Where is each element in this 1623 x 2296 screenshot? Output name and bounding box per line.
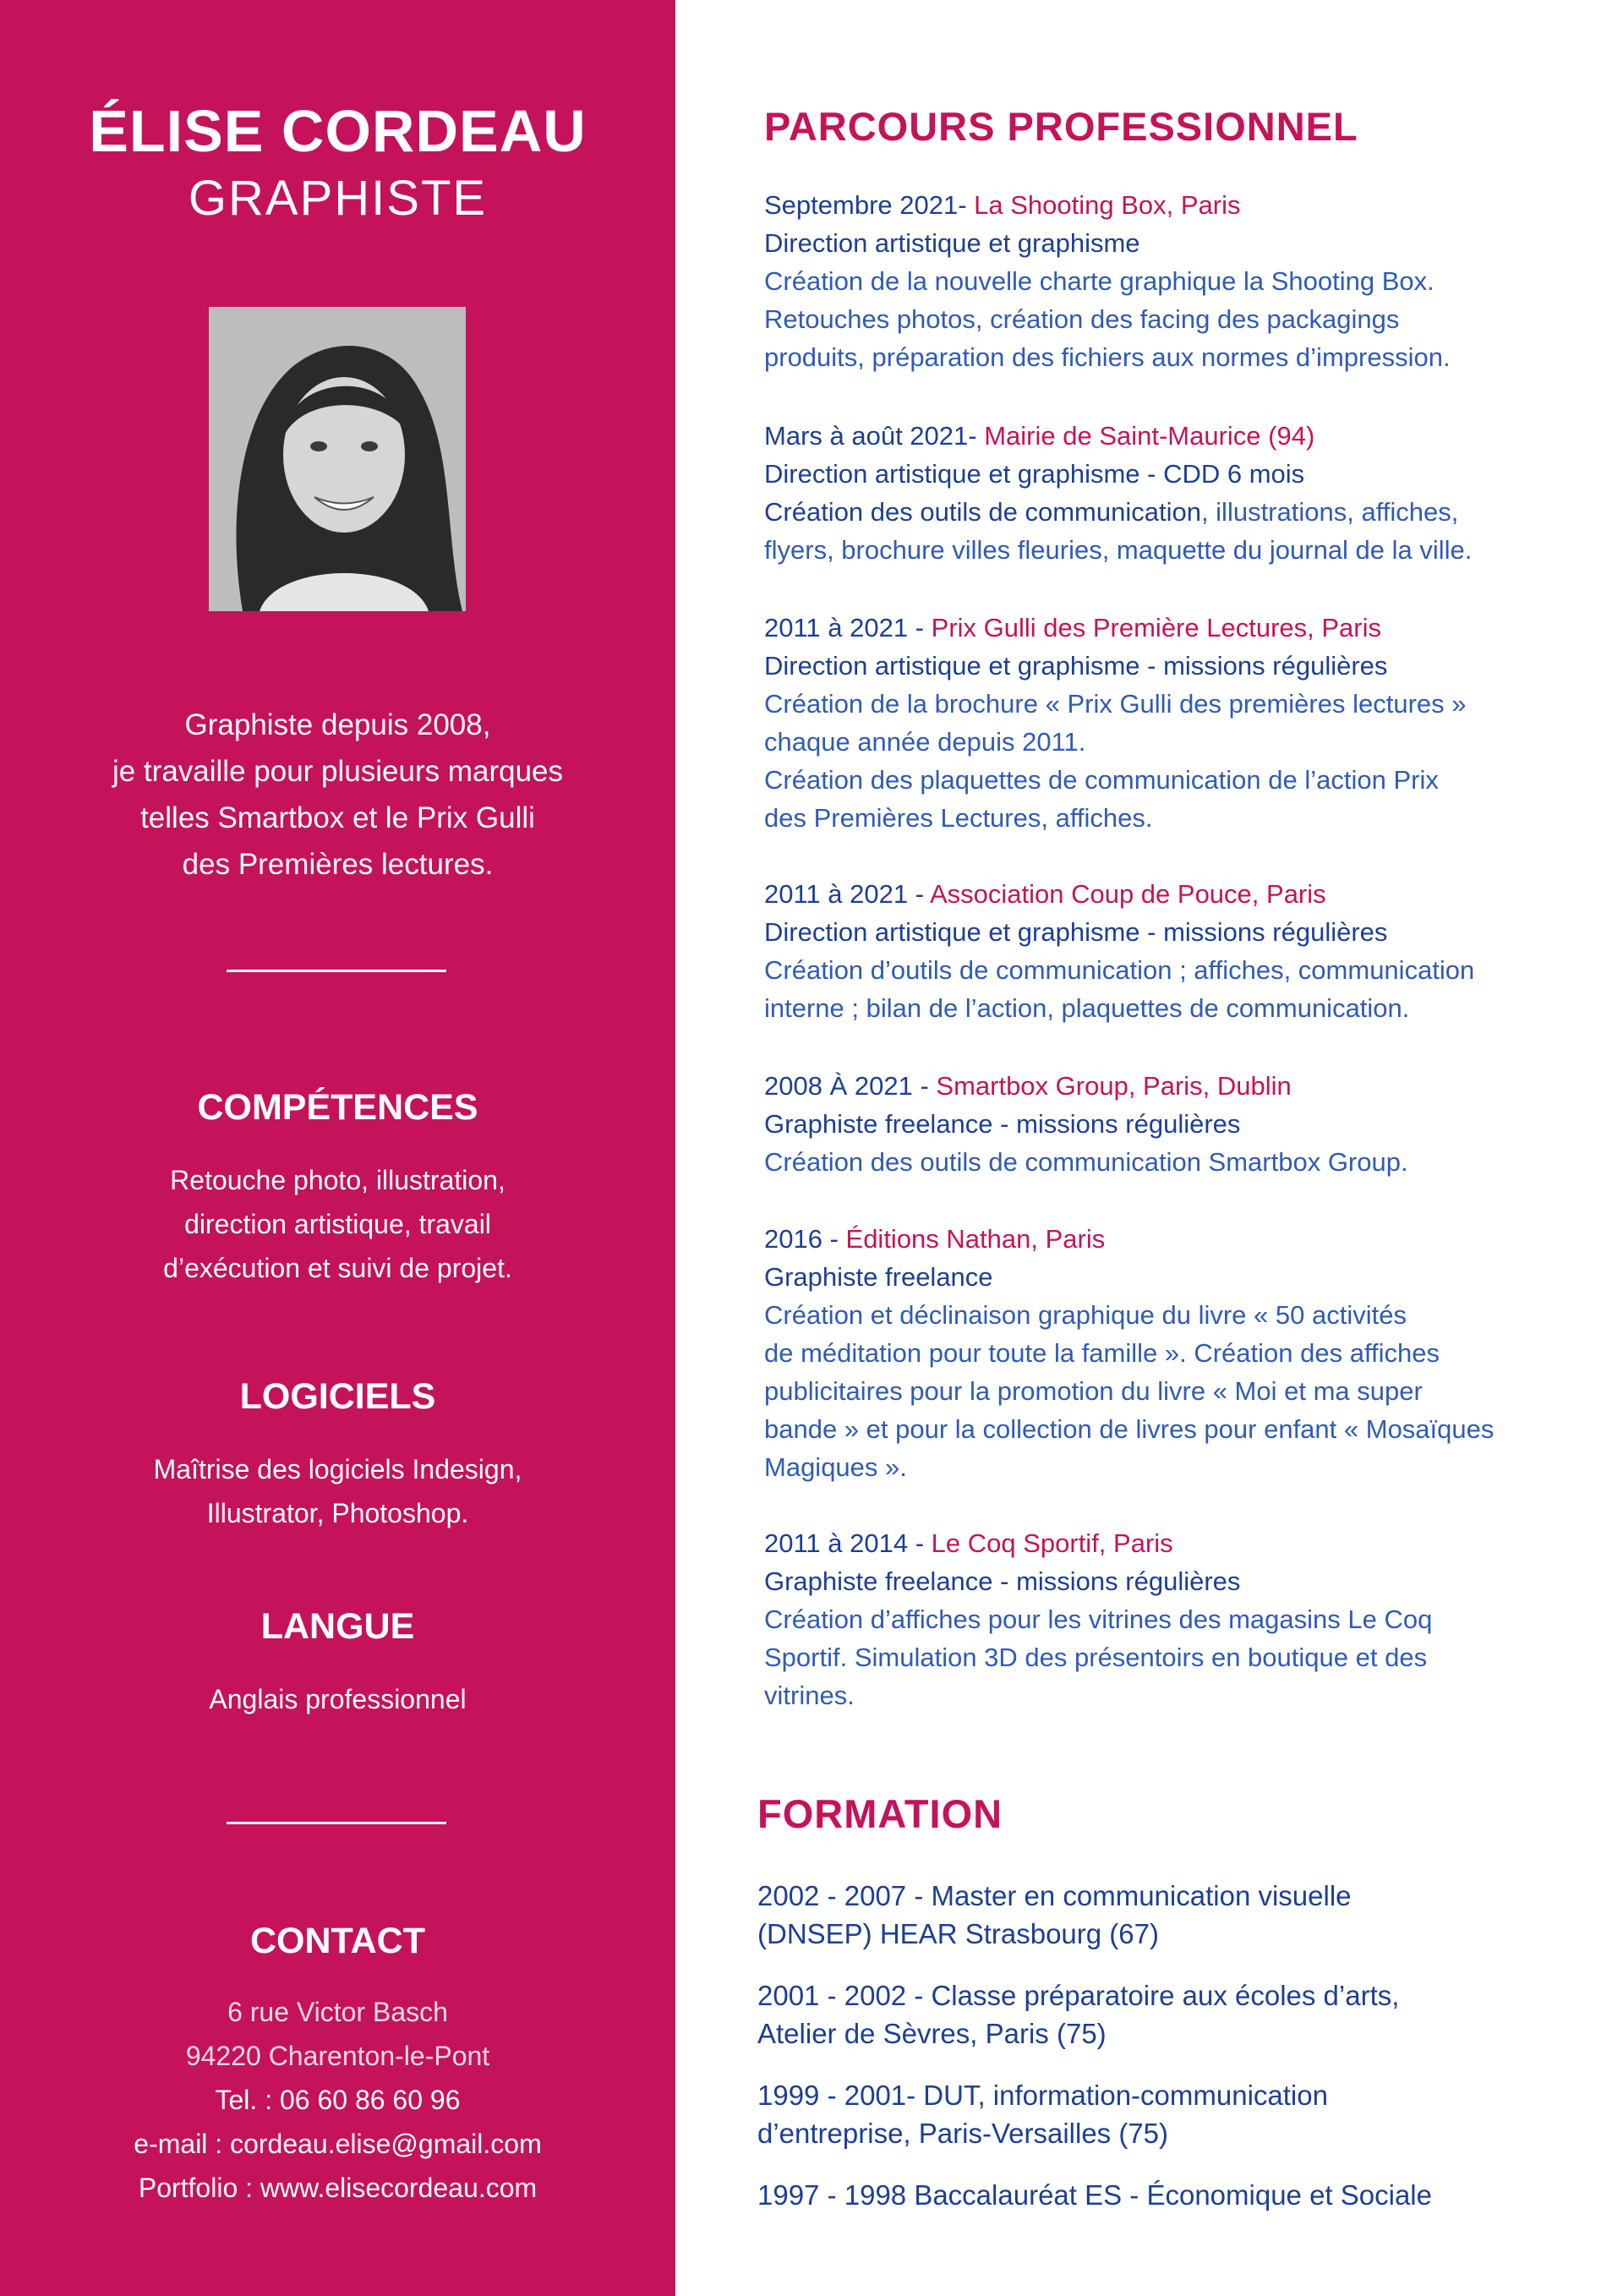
contact-block — [34, 1990, 642, 2210]
job-desc-line: Sportif. Simulation 3D des présentoirs en boutique et des — [764, 1643, 1428, 1672]
job-header — [764, 875, 1508, 913]
job-desc-line: Création d’affiches pour les vitrines des magasins Le Coq — [764, 1604, 1433, 1634]
job-header — [764, 609, 1508, 647]
software-text — [34, 1447, 642, 1535]
job-role: Graphiste freelance — [764, 1262, 993, 1292]
job-desc-line: publicitaires pour la promotion du livre « Moi et ma super — [764, 1376, 1423, 1406]
job-entry — [764, 609, 1508, 837]
job-org: La Shooting Box, Paris — [974, 190, 1241, 220]
job-desc — [764, 493, 1508, 569]
job-header — [764, 186, 1508, 224]
job-title: GRAPHISTE — [188, 171, 488, 226]
job-desc — [764, 685, 1508, 837]
job-desc-line: de méditation pour toute la famille ». Création des affiches — [764, 1338, 1440, 1368]
job-role: Direction artistique et graphisme - CDD 6 mois — [764, 459, 1305, 489]
contact-portfolio[interactable]: Portfolio : www.elisecordeau.com — [138, 2173, 538, 2203]
education-item — [757, 2076, 1501, 2152]
job-header — [764, 417, 1508, 455]
job-date: 2011 à 2014 - — [764, 1528, 932, 1558]
education-line: 2002 - 2007 - Master en communication visuelle — [757, 1880, 1352, 1911]
education-line: 1997 - 1998 Baccalauréat ES - Économique et Sociale — [757, 2179, 1432, 2211]
education-item — [757, 2176, 1501, 2214]
job-org: Association Coup de Pouce, Paris — [929, 879, 1326, 909]
education-line: 2001 - 2002 - Classe préparatoire aux écoles d’arts, — [757, 1980, 1400, 2011]
job-org: Mairie de Saint-Maurice (94) — [984, 421, 1315, 451]
language-heading: LANGUE — [260, 1606, 415, 1647]
education-item — [757, 1976, 1501, 2053]
person-name: ÉLISE CORDEAU — [89, 98, 587, 164]
job-desc-line: Création des plaquettes de communication de l’action Prix — [764, 765, 1439, 795]
experience-heading: PARCOURS PROFESSIONNEL — [764, 104, 1358, 149]
skills-line: Retouche photo, illustration, — [170, 1165, 505, 1195]
job-role: Direction artistique et graphisme - missions régulières — [764, 917, 1388, 947]
education-item — [757, 1877, 1501, 1953]
skills-line: d’exécution et suivi de projet. — [163, 1253, 512, 1283]
job-org: Éditions Nathan, Paris — [845, 1224, 1106, 1254]
job-desc-line: Création de la nouvelle charte graphique la Shooting Box. — [764, 266, 1434, 296]
job-entry — [764, 1220, 1508, 1486]
intro-line: telles Smartbox et le Prix Gulli — [140, 801, 535, 834]
job-desc-line: flyers, brochure villes fleuries, maquette du journal de la ville. — [764, 535, 1473, 565]
skills-line: direction artistique, travail — [184, 1209, 491, 1239]
job-desc-line: chaque année depuis 2011. — [764, 727, 1086, 757]
job-entry — [764, 417, 1508, 569]
job-org: Smartbox Group, Paris, Dublin — [936, 1071, 1292, 1101]
education-heading: FORMATION — [757, 1791, 1003, 1836]
software-line: Illustrator, Photoshop. — [206, 1498, 469, 1528]
job-date: 2011 à 2021 - — [764, 879, 930, 909]
job-date: 2016 - — [764, 1224, 846, 1254]
job-desc — [764, 1296, 1508, 1486]
portrait-illustration — [209, 307, 466, 611]
software-heading: LOGICIELS — [239, 1376, 436, 1417]
software-line: Maîtrise des logiciels Indesign, — [153, 1454, 522, 1484]
job-desc-rest: , illustrations, affiches, — [1200, 497, 1459, 527]
job-desc-line: des Premières Lectures, affiches. — [764, 803, 1153, 833]
job-date: 2011 à 2021 - — [764, 613, 932, 642]
job-desc-line: Création d’outils de communication ; affiches, communication — [764, 955, 1475, 985]
job-header — [764, 1220, 1508, 1258]
job-date: Septembre 2021- — [764, 190, 975, 220]
education-line: 1999 - 2001- DUT, information-communication — [757, 2080, 1328, 2111]
job-org: Le Coq Sportif, Paris — [931, 1528, 1173, 1558]
job-desc-line: vitrines. — [764, 1681, 855, 1710]
job-desc-line: Création de la brochure « Prix Gulli des premières lectures » — [764, 689, 1467, 719]
divider-line — [227, 1822, 446, 1824]
job-desc — [764, 951, 1508, 1027]
job-desc-line: interne ; bilan de l’action, plaquettes de communication. — [764, 993, 1410, 1023]
education-line: (DNSEP) HEAR Strasbourg (67) — [757, 1918, 1159, 1949]
job-org: Prix Gulli des Première Lectures, Paris — [931, 613, 1381, 642]
divider-line — [227, 970, 446, 972]
skills-heading: COMPÉTENCES — [197, 1087, 478, 1128]
contact-heading: CONTACT — [249, 1921, 425, 1961]
contact-address-city: 94220 Charenton-le-Pont — [185, 2041, 490, 2071]
job-role: Direction artistique et graphisme — [764, 228, 1140, 258]
job-desc-line: bande » et pour la collection de livres pour enfant « Mosaïques — [764, 1414, 1495, 1444]
job-desc — [764, 1143, 1508, 1181]
profile-photo — [209, 307, 466, 611]
job-desc — [764, 262, 1508, 376]
job-desc-line — [764, 493, 1508, 531]
job-entry — [764, 1524, 1508, 1714]
sidebar — [0, 0, 675, 2296]
skills-text — [34, 1158, 642, 1290]
contact-email[interactable]: e-mail : cordeau.elise@gmail.com — [134, 2129, 542, 2159]
language-text — [34, 1677, 642, 1721]
language-line: Anglais professionnel — [209, 1684, 467, 1714]
job-desc-line: Magiques ». — [764, 1452, 907, 1482]
job-role: Direction artistique et graphisme - missions régulières — [764, 651, 1388, 681]
contact-address-street: 6 rue Victor Basch — [227, 1997, 448, 2027]
job-desc-line: Retouches photos, création des facing des packagings — [764, 304, 1400, 334]
job-role: Graphiste freelance - missions régulières — [764, 1109, 1241, 1139]
education-line: d’entreprise, Paris-Versailles (75) — [757, 2118, 1169, 2149]
intro-line: je travaille pour plusieurs marques — [112, 755, 564, 788]
job-desc-line: produits, préparation des fichiers aux normes d’impression. — [764, 342, 1451, 372]
education-line: Atelier de Sèvres, Paris (75) — [757, 2018, 1107, 2049]
contact-phone: Tel. : 06 60 86 60 96 — [215, 2085, 461, 2115]
job-desc-strong: Création des outils de communication — [764, 497, 1201, 527]
intro-line: des Premières lectures. — [182, 848, 494, 881]
job-date: Mars à août 2021- — [764, 421, 985, 451]
intro-text — [34, 702, 642, 888]
intro-line: Graphiste depuis 2008, — [184, 708, 491, 741]
job-entry — [764, 1067, 1508, 1181]
job-header — [764, 1067, 1508, 1105]
job-desc — [764, 1600, 1508, 1714]
job-role: Graphiste freelance - missions régulières — [764, 1566, 1241, 1596]
job-desc-line: Création et déclinaison graphique du livre « 50 activités — [764, 1300, 1407, 1330]
job-header — [764, 1524, 1508, 1562]
job-entry — [764, 186, 1508, 376]
job-entry — [764, 875, 1508, 1027]
job-desc-line: Création des outils de communication Smartbox Group. — [764, 1147, 1408, 1177]
job-date: 2008 À 2021 - — [764, 1071, 937, 1101]
